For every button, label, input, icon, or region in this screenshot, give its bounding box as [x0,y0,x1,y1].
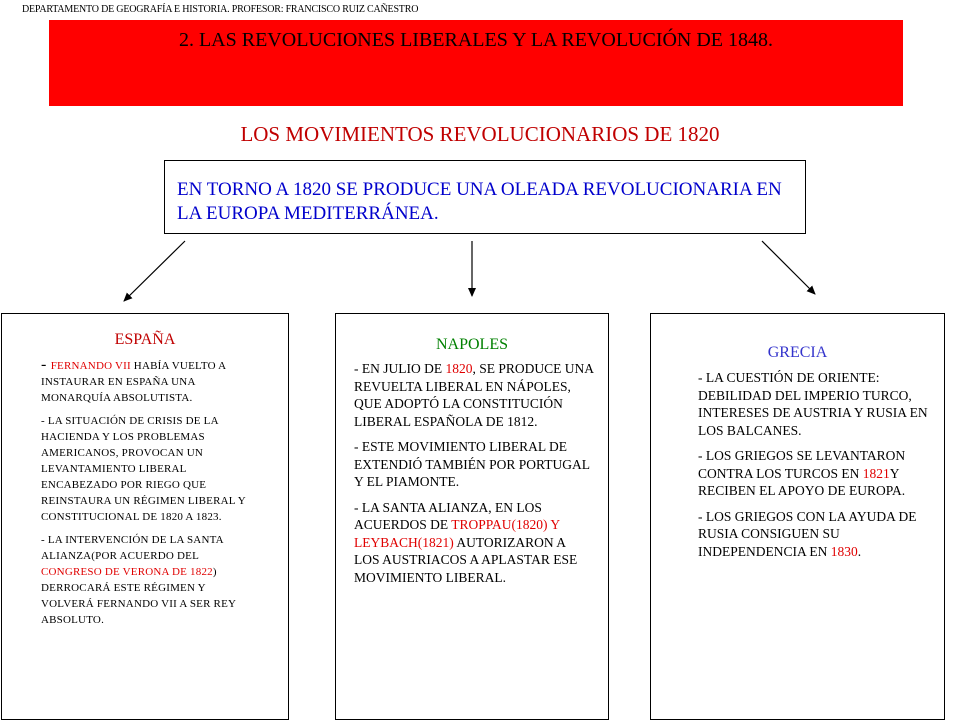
naples-item-2: - ESTE MOVIMIENTO LIBERAL DE EXTENDIÓ TAMBIÉN POR PORTUGAL Y EL PIAMONTE. [354,439,590,489]
spain-item-1-text: HABÍA VUELTO A INSTAURAR EN ESPAÑA UNA MONARQUÍA ABSOLUTISTA. [41,360,226,404]
greece-item-3-highlight: 1830 [830,543,858,559]
greece-item-2-text-a: - LOS GRIEGOS SE LEVANTARON CONTRA LOS TURCOS EN [698,448,906,481]
greece-item-2 [698,447,938,500]
spain-item-3 [41,532,246,628]
intro-box [164,160,806,234]
slide-title: 2. LAS REVOLUCIONES LIBERALES Y LA REVOLUCIÓN DE 1848. [178,29,774,51]
intro-text: EN TORNO A 1820 SE PRODUCE UNA OLEADA REVOLUCIONARIA EN LA EUROPA MEDITERRÁNEA. [177,179,782,224]
naples-item-3 [354,499,594,587]
greece-title: GRECIA [767,344,828,361]
arrow-to-spain [124,241,185,301]
naples-item-3-highlight: TROPPAU(1820) Y LEYBACH(1821) [354,517,560,550]
panel-naples [335,313,609,720]
arrow-to-greece [762,241,815,294]
naples-title: NAPOLES [435,336,508,353]
spain-item-3-highlight: CONGRESO DE VERONA DE 1822 [41,566,213,578]
spain-item-3-text-a: - LA INTERVENCIÓN DE LA SANTA ALIANZA(POR ACUERDO DEL [41,534,224,562]
department-header: DEPARTAMENTO DE GEOGRAFÍA E HISTORIA. PROFESOR: FRANCISCO RUIZ CAÑESTRO [22,4,419,15]
naples-item-1-text-a: - EN JULIO DE [354,361,446,376]
greece-item-2-highlight: 1821 [862,465,890,481]
panel-spain [1,313,289,720]
spain-title: ESPAÑA [114,331,176,348]
naples-item-1-highlight: 1820 [445,361,473,376]
section-subtitle: LOS MOVIMIENTOS REVOLUCIONARIOS DE 1820 [240,122,720,146]
panel-greece [650,313,945,720]
spain-item-1-highlight: FERNANDO VII [50,360,131,372]
greece-item-3 [698,508,938,561]
greece-item-2-text-b: Y RECIBEN EL APOYO DE EUROPA. [698,465,906,498]
greece-item-1: - LA CUESTIÓN DE ORIENTE: DEBILIDAD DEL IMPERIO TURCO, INTERESES DE AUSTRIA Y RUSIA EN LOS BALCANES. [698,370,928,438]
greece-item-3-text-b: . [857,543,862,559]
naples-item-3-text-a: - LA SANTA ALIANZA, EN LOS ACUERDOS DE [354,499,542,532]
spain-list [41,357,246,628]
greece-list [698,369,938,560]
naples-item-1 [354,360,594,430]
spain-item-1 [41,357,246,406]
spain-item-2: - LA SITUACIÓN DE CRISIS DE LA HACIENDA Y LOS PROBLEMAS AMERICANOS, PROVOCAN UN LEVANTAMIENTO LIBERAL ENCABEZADO POR RIEGO QUE REINSTAURA UN RÉGIMEN LIBERAL Y CONSTITUCIONAL DE 1820 A 1823. [41,415,246,523]
naples-item-1-text-b: , SE PRODUCE UNA REVUELTA LIBERAL EN NÁPOLES, QUE ADOPTÓ LA CONSTITUCIÓN LIBERAL ESPAÑOLA DE 1812. [354,361,594,429]
title-banner [49,20,903,106]
spain-item-3-text-b: ) DERROCARÁ ESTE RÉGIMEN Y VOLVERÁ FERNANDO VII A SER REY ABSOLUTO. [41,566,236,626]
naples-list [354,360,594,586]
spain-item-1-dash: - [41,356,51,373]
greece-item-3-text-a: - LOS GRIEGOS CON LA AYUDA DE RUSIA CONSIGUEN SU INDEPENDENCIA EN [698,508,917,559]
naples-item-3-text-b: AUTORIZARON A LOS AUSTRIACOS A APLASTAR ESE MOVIMIENTO LIBERAL. [354,534,578,585]
